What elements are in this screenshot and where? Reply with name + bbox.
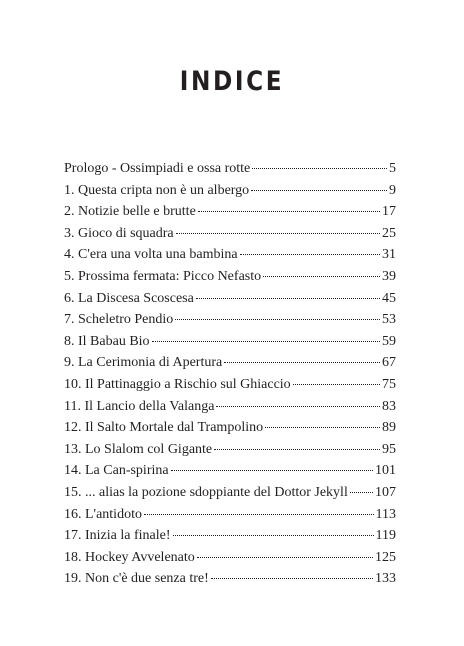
dot-leader — [350, 492, 373, 493]
dot-leader — [263, 276, 380, 277]
toc-entry-title: 2. Notizie belle e brutte — [64, 204, 196, 220]
toc-entry — [64, 266, 396, 288]
toc-entry — [64, 374, 396, 396]
toc-entry-page-number: 133 — [375, 571, 396, 587]
toc-entry — [64, 504, 396, 526]
dot-leader — [211, 578, 373, 579]
toc-entry — [64, 547, 396, 569]
toc-entry — [64, 396, 396, 418]
toc-entry-page-number: 107 — [375, 484, 396, 500]
toc-entry — [64, 439, 396, 461]
toc-entry-page-number: 89 — [382, 420, 396, 436]
toc-entry — [64, 352, 396, 374]
toc-entry-title: 17. Inizia la finale! — [64, 528, 171, 544]
dot-leader — [171, 470, 373, 471]
toc-entry-title: 6. La Discesa Scoscesa — [64, 290, 194, 306]
toc-entry-title: 10. Il Pattinaggio a Rischio sul Ghiaccio — [64, 376, 291, 392]
dot-leader — [252, 168, 387, 169]
toc-entry — [64, 482, 396, 504]
toc-entry — [64, 417, 396, 439]
dot-leader — [197, 557, 373, 558]
toc-entry-page-number: 67 — [382, 355, 396, 371]
dot-leader — [214, 449, 380, 450]
toc-entry-title: 13. Lo Slalom col Gigante — [64, 441, 213, 457]
dot-leader — [293, 384, 380, 385]
toc-entry-title: 14. La Can-spirina — [64, 463, 169, 479]
toc-entry-page-number: 31 — [382, 247, 396, 263]
dot-leader — [224, 362, 380, 363]
toc-entry-page-number: 59 — [382, 333, 396, 349]
toc-entry — [64, 201, 396, 223]
toc-entry-title: 12. Il Salto Mortale dal Trampolino — [64, 420, 264, 436]
toc-entry-page-number: 83 — [382, 398, 396, 414]
toc-entry-title: 9. La Cerimonia di Apertura — [64, 355, 223, 371]
toc-entry — [64, 223, 396, 245]
toc-entry-page-number: 119 — [375, 528, 396, 544]
toc-entry — [64, 525, 396, 547]
dot-leader — [240, 254, 380, 255]
toc-entry-page-number: 9 — [389, 182, 396, 198]
page-title: INDICE — [179, 66, 285, 97]
dot-leader — [152, 341, 380, 342]
toc-entry — [64, 288, 396, 310]
toc-entry-page-number: 75 — [382, 376, 396, 392]
toc-entry-page-number: 95 — [382, 441, 396, 457]
dot-leader — [144, 514, 374, 515]
toc-entry-page-number: 5 — [389, 161, 396, 176]
toc-entry — [64, 158, 396, 180]
toc-entry-page-number: 113 — [375, 506, 396, 522]
toc-entry — [64, 460, 396, 482]
toc-entry-title: 11. Il Lancio della Valanga — [64, 398, 215, 414]
toc-entry-title: 5. Prossima fermata: Picco Nefasto — [64, 268, 262, 284]
dot-leader — [173, 535, 374, 536]
dot-leader — [265, 427, 380, 428]
toc-entry-title: 15. ... alias la pozione sdoppiante del Dottor Jekyll — [64, 484, 348, 500]
table-of-contents — [64, 158, 396, 590]
toc-entry — [64, 180, 396, 202]
toc-entry-page-number: 125 — [375, 549, 396, 565]
dot-leader — [196, 298, 380, 299]
toc-entry-page-number: 53 — [382, 312, 396, 328]
toc-entry-page-number: 17 — [382, 204, 396, 220]
dot-leader — [251, 190, 387, 191]
toc-entry-title: 16. L'antidoto — [64, 506, 142, 522]
toc-entry-page-number: 45 — [382, 290, 396, 306]
toc-entry — [64, 309, 396, 331]
toc-entry-title: 1. Questa cripta non è un albergo — [64, 182, 250, 198]
dot-leader — [216, 406, 380, 407]
toc-entry-title: Prologo - Ossimpiadi e ossa rotte — [64, 161, 251, 176]
toc-entry-title: 8. Il Babau Bio — [64, 333, 150, 349]
toc-entry-title: 4. C'era una volta una bambina — [64, 247, 238, 263]
toc-entry — [64, 244, 396, 266]
toc-entry-page-number: 101 — [375, 463, 396, 479]
toc-entry-title: 3. Gioco di squadra — [64, 225, 174, 241]
dot-leader — [198, 211, 380, 212]
toc-entry-title: 7. Scheletro Pendio — [64, 312, 174, 328]
dot-leader — [175, 319, 380, 320]
dot-leader — [176, 233, 380, 234]
toc-entry-page-number: 39 — [382, 268, 396, 284]
toc-entry-title: 18. Hockey Avvelenato — [64, 549, 195, 565]
toc-entry — [64, 331, 396, 353]
toc-entry-title: 19. Non c'è due senza tre! — [64, 571, 209, 587]
toc-entry-page-number: 25 — [382, 225, 396, 241]
toc-entry — [64, 568, 396, 590]
